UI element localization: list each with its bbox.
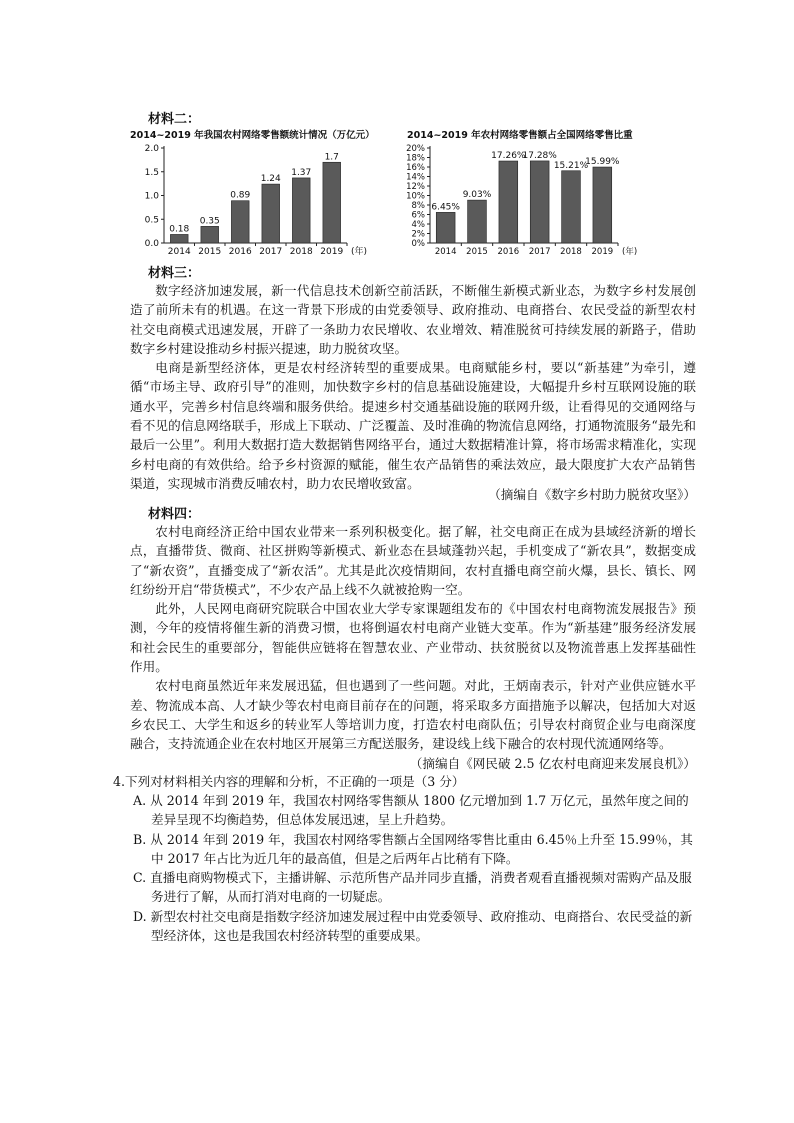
y-tick-label: 0.0 — [144, 239, 159, 249]
y-tick-label: 0% — [411, 239, 425, 249]
data-label: 1.37 — [291, 167, 312, 178]
bar-2016 — [231, 201, 249, 243]
y-tick-label: 1.5 — [144, 167, 159, 178]
question4-stem: 4.下列对材料相关内容的理解和分析，不正确的一项是（3 分） — [113, 774, 465, 789]
y-tick-label: 0.5 — [144, 215, 159, 226]
x-tick-label: 2019 — [320, 247, 344, 257]
y-tick-label: 16% — [406, 163, 425, 173]
y-tick-label: 18% — [406, 153, 425, 164]
material4-paragraph-2: 此外，人民网电商研究院联合中国农业大学专家课题组发布的《中国农村电商物流发展报告》预测，今年的疫情将催生新的消费习惯，也将倒逼农村电商产业链大变革。作为“新基建”服务经济发展和社会民生的重要部分，智能供应链将在智慧农业、产业带动、扶贫脱贫以及物流普惠上发挥基础性作用。 — [130, 601, 696, 675]
material4-body — [130, 522, 696, 754]
x-tick-label: 2017 — [259, 247, 283, 257]
option-c[interactable]: C. 直播电商购物模式下，主播讲解、示范所售产品并同步直播，消费者观看直播视频对需购产品及服务进行了解，从而打消对电商的一切疑虑。 — [133, 870, 692, 905]
x-tick-label: 2019 — [591, 247, 614, 257]
bar-2015 — [201, 226, 219, 243]
chart1-title: 2014~2019 年我国农村网络零售额统计情况（万亿元） — [130, 130, 375, 141]
data-label: 1.24 — [260, 174, 281, 185]
x-tick-label: 2018 — [560, 247, 582, 257]
question4-options — [133, 791, 699, 945]
chart2-title: 2014~2019 年农村网络零售额占全国网络零售比重 — [407, 130, 633, 141]
material3-source: （摘编自《数字乡村助力脱贫攻坚》） — [488, 487, 696, 502]
data-label: 15.99% — [585, 157, 620, 168]
bar-2015 — [468, 200, 487, 243]
data-label: 1.7 — [324, 152, 339, 163]
y-tick-label: 8% — [411, 201, 425, 211]
material3-paragraph-2: 电商是新型经济体，更是农村经济转型的重要成果。电商赋能乡村，要以“新基建”为牵引，遵循“市场主导、政府引导”的准则，加快数字乡村的信息基础设施建设，大幅提升乡村互联网设施的联通水平，完善乡村信息终端和服务供给。提速乡村交通基础设施的联网升级，让看得见的交通网络与看不见的信息网络联手，形成上下联动、广泛覆盖、及时准确的物流信息网络，打通物流服务“最先和最后一公里”。利用大数据打造大数据销售网络平台，通过大数据精准计算，将市场需求精准化，实现乡村电商的有效供给。给予乡村资源的赋能，催生农产品销售的乘法效应，最大限度扩大农产品销售渠道，实现城市消费反哺农村，助力农民增收致富。 — [130, 360, 696, 491]
material3-paragraph-1: 数字经济加速发展，新一代信息技术创新空前活跃，不断催生新模式新业态，为数字乡村发展创造了前所未有的机遇。在这一背景下形成的由党委领导、政府推动、电商搭台、农民受益的新型农村社交电商模式迅速发展，开辟了一条助力农民增收、农业增效、精准脱贫可持续发展的新路子，借助数字乡村建设推动乡村振兴提速，助力脱贫攻坚。 — [130, 283, 696, 356]
data-label: 0.18 — [169, 224, 190, 235]
bar-2014 — [170, 234, 188, 243]
x-tick-label: 2014 — [434, 247, 457, 257]
data-label: 17.26% — [491, 151, 526, 162]
x-tick-label: 2016 — [497, 247, 520, 257]
y-tick-label: 20% — [406, 144, 425, 154]
bar-2019 — [323, 162, 341, 243]
data-label: 6.45% — [431, 202, 460, 213]
material2-heading: 材料二： — [148, 112, 201, 127]
data-label: 0.89 — [230, 190, 251, 201]
x-axis-label: (年) — [622, 247, 638, 257]
material3-heading: 材料三： — [148, 266, 201, 281]
material4-paragraph-1: 农村电商经济正给中国农业带来一系列积极变化。据了解，社交电商正在成为县域经济新的增长点，直播带货、微商、社区拼购等新模式、新业态在县域蓬勃兴起，手机变成了“新农具”，数据变成了“新农资”，直播变成了“新农活”。尤其是此次疫情期间，农村直播电商空前火爆，县长、镇长、网红纷纷开启“带货模式”，不少农产品上线不久就被抢购一空。 — [130, 524, 696, 597]
material3-body — [130, 281, 696, 493]
bar-2017 — [262, 184, 280, 243]
y-tick-label: 10% — [406, 191, 425, 202]
x-tick-label: 2018 — [289, 247, 313, 257]
data-label: 9.03% — [462, 190, 492, 201]
data-label: 15.21% — [553, 160, 589, 171]
data-label: 17.28% — [522, 150, 557, 161]
x-tick-label: 2014 — [167, 247, 191, 257]
y-tick-label: 14% — [406, 172, 425, 183]
y-tick-label: 4% — [411, 220, 425, 230]
y-tick-label: 2.0 — [144, 144, 159, 154]
option-b[interactable]: B. 从 2014 年到 2019 年，我国农村网络零售额占全国网络零售比重由 6.45％上升至 15.99％，其中 2017 年占比为近几年的最高值，但是之后两年占比稍有下降。 — [133, 831, 693, 866]
x-axis-label: (年) — [351, 247, 368, 257]
bar-2014 — [436, 212, 455, 243]
x-tick-label: 2015 — [466, 247, 488, 257]
y-tick-label: 1.0 — [144, 191, 159, 202]
x-tick-label: 2016 — [228, 247, 252, 257]
material4-heading: 材料四： — [148, 507, 201, 522]
bar-2019 — [593, 167, 612, 243]
option-d[interactable]: D. 新型农村社交电商是指数字经济加速发展过程中由党委领导、政府推动、电商搭台、农民受益的新型经济体，这也是我国农村经济转型的重要成果。 — [133, 908, 693, 944]
x-tick-label: 2015 — [198, 247, 222, 257]
bar-2018 — [292, 178, 310, 243]
bar-2016 — [499, 161, 518, 243]
bar-2017 — [530, 161, 549, 243]
y-tick-label: 12% — [406, 182, 425, 192]
y-tick-label: 6% — [411, 210, 425, 221]
chart2-retail-share — [400, 140, 670, 262]
material4-paragraph-3: 农村电商虽然近年来发展迅猛，但也遇到了一些问题。对此，王炳南表示，针对产业供应链水平差、物流成本高、人才缺少等农村电商目前存在的问题，将采取多方面措施予以解决，包括加大对返乡农民工、大学生和返乡的转业军人等培训力度，打造农村电商队伍；引导农村商贸企业与电商深度融合，支持流通企业在农村地区开展第三方配送服务，建设线上线下融合的农村现代流通网络等。 — [130, 678, 696, 752]
material4-source: （摘编自《网民破 2.5 亿农村电商迎来发展良机》） — [409, 756, 696, 771]
chart1-retail-volume — [128, 140, 368, 262]
data-label: 0.35 — [199, 216, 220, 227]
option-a[interactable]: A. 从 2014 年到 2019 年，我国农村网络零售额从 1800 亿元增加到 1.7 万亿元，虽然年度之间的差异呈现不均衡趋势，但总体发展迅速，呈上升趋势。 — [133, 793, 689, 828]
bar-2018 — [562, 171, 581, 243]
y-tick-label: 2% — [411, 229, 425, 240]
x-tick-label: 2017 — [528, 247, 551, 257]
